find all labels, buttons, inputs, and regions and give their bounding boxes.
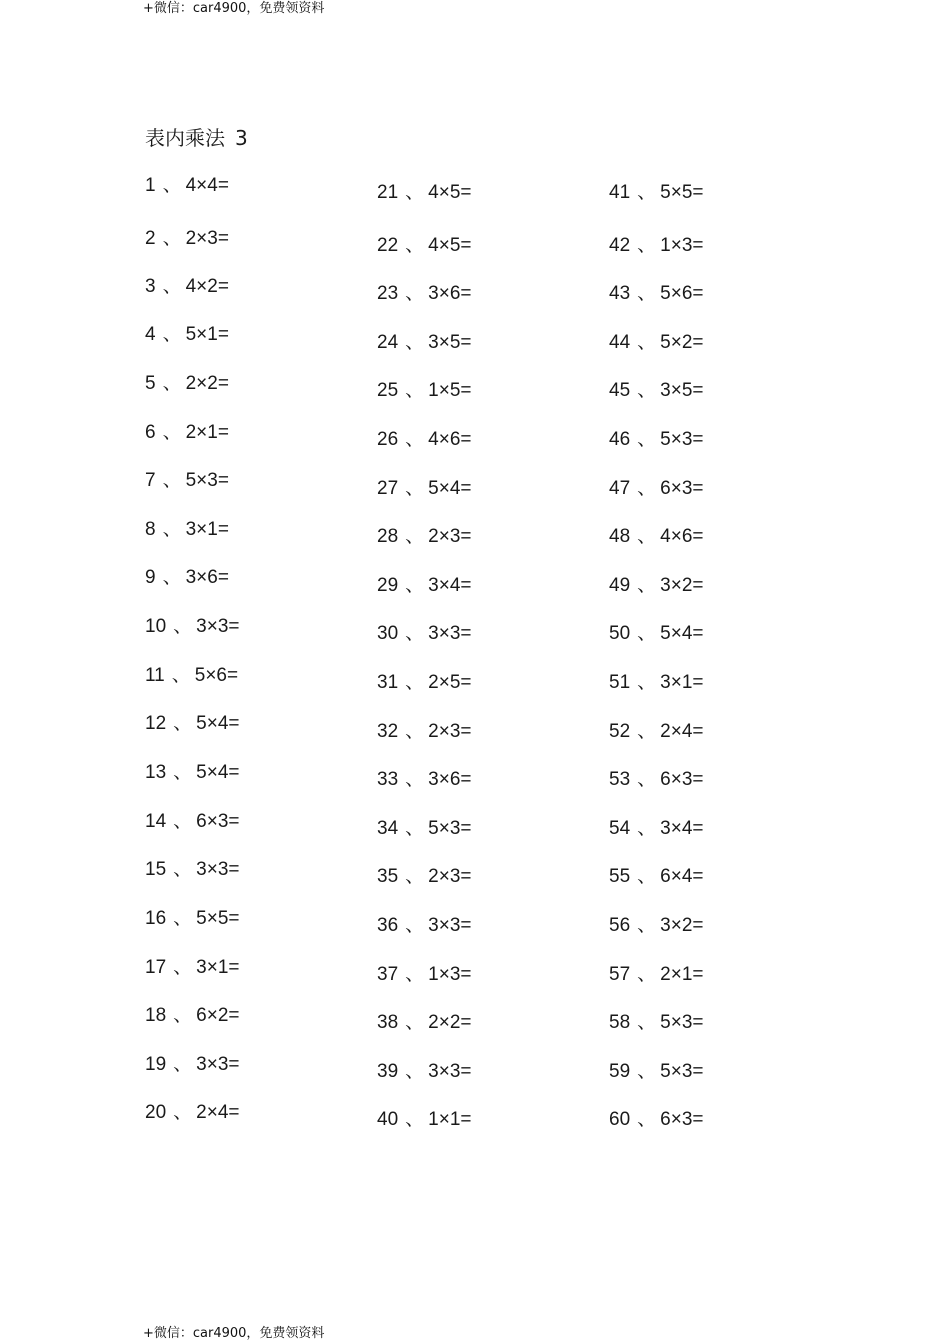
problem-expression: 6×3= (660, 769, 704, 790)
problem-number: 13 (145, 762, 167, 783)
problem-expression: 6×3= (196, 811, 240, 832)
problem-item (609, 181, 703, 205)
problem-separator: 、 (637, 235, 657, 256)
page-header: +微信：car4900，免费领资料 (143, 1, 325, 16)
problem-separator: 、 (637, 721, 657, 742)
problem-separator: 、 (405, 575, 425, 596)
problem-expression: 5×1= (185, 324, 229, 345)
problem-item (377, 525, 471, 549)
problem-number: 9 (145, 567, 156, 588)
problem-expression: 4×5= (428, 182, 472, 203)
problem-number: 56 (609, 915, 631, 936)
problem-item (377, 1060, 471, 1084)
problem-expression: 2×4= (660, 721, 704, 742)
problem-expression: 2×2= (185, 373, 229, 394)
problem-number: 25 (377, 380, 399, 401)
problem-item (145, 275, 229, 299)
problem-separator: 、 (637, 672, 657, 693)
problem-separator: 、 (637, 964, 657, 985)
problem-separator: 、 (405, 721, 425, 742)
problem-item (145, 1004, 239, 1028)
problem-number: 11 (145, 665, 165, 686)
problem-separator: 、 (405, 283, 425, 304)
problem-separator: 、 (162, 276, 182, 297)
problem-expression: 5×6= (660, 283, 704, 304)
problem-item (609, 1060, 703, 1084)
title-text: 表内乘法 (145, 126, 225, 150)
problem-number: 60 (609, 1109, 631, 1130)
problem-item (377, 234, 471, 258)
problem-number: 10 (145, 616, 167, 637)
problem-number: 5 (145, 373, 156, 394)
problem-item (145, 421, 229, 445)
problem-separator: 、 (405, 866, 425, 887)
problem-number: 33 (377, 769, 399, 790)
problem-separator: 、 (173, 859, 193, 880)
problem-expression: 3×6= (185, 567, 229, 588)
problem-number: 7 (145, 470, 156, 491)
problem-expression: 5×6= (194, 665, 239, 686)
problem-expression: 3×5= (660, 380, 704, 401)
problem-number: 44 (609, 332, 631, 353)
problem-number: 36 (377, 915, 399, 936)
problem-number: 59 (609, 1061, 631, 1082)
problem-number: 16 (145, 908, 167, 929)
problem-number: 47 (609, 478, 631, 499)
problem-number: 42 (609, 235, 631, 256)
problem-expression: 3×4= (660, 818, 704, 839)
problem-number: 38 (377, 1012, 399, 1033)
problem-expression: 2×5= (428, 672, 472, 693)
problem-item (377, 720, 471, 744)
problem-expression: 5×4= (196, 762, 240, 783)
problem-separator: 、 (405, 235, 425, 256)
problem-expression: 3×3= (428, 915, 472, 936)
problem-expression: 2×3= (428, 526, 472, 547)
problem-expression: 3×6= (428, 283, 472, 304)
problem-separator: 、 (637, 380, 657, 401)
problem-number: 55 (609, 866, 631, 887)
problem-separator: 、 (173, 713, 193, 734)
problem-item (609, 914, 703, 938)
problem-expression: 4×6= (428, 429, 472, 450)
problem-item (377, 282, 471, 306)
problem-number: 53 (609, 769, 631, 790)
problem-separator: 、 (405, 818, 425, 839)
problem-number: 14 (145, 811, 167, 832)
problem-number: 58 (609, 1012, 631, 1033)
problem-number: 24 (377, 332, 399, 353)
problem-separator: 、 (162, 324, 182, 345)
problem-number: 17 (145, 957, 167, 978)
problem-item (145, 566, 229, 590)
problem-item (609, 963, 703, 987)
problem-separator: 、 (405, 182, 425, 203)
problem-expression: 3×6= (428, 769, 472, 790)
problem-number: 35 (377, 866, 399, 887)
problem-expression: 3×4= (428, 575, 472, 596)
problem-number: 39 (377, 1061, 399, 1082)
problem-separator: 、 (162, 373, 182, 394)
problem-separator: 、 (405, 623, 425, 644)
problem-expression: 3×1= (196, 957, 240, 978)
problem-separator: 、 (405, 915, 425, 936)
problem-number: 37 (377, 964, 399, 985)
problem-number: 54 (609, 818, 631, 839)
problem-separator: 、 (637, 915, 657, 936)
problem-item (145, 907, 239, 931)
problem-number: 51 (609, 672, 631, 693)
problem-item (609, 282, 703, 306)
problem-separator: 、 (405, 380, 425, 401)
problem-item (377, 379, 471, 403)
problem-number: 26 (377, 429, 399, 450)
problem-number: 40 (377, 1109, 399, 1130)
problem-item (145, 1053, 239, 1077)
problem-number: 48 (609, 526, 631, 547)
problem-separator: 、 (405, 478, 425, 499)
problem-separator: 、 (162, 228, 182, 249)
problem-expression: 6×4= (660, 866, 704, 887)
problem-separator: 、 (405, 526, 425, 547)
problem-separator: 、 (637, 332, 657, 353)
problem-item (145, 174, 229, 198)
problem-expression: 3×2= (660, 575, 704, 596)
problem-number: 22 (377, 235, 399, 256)
problem-separator: 、 (173, 908, 193, 929)
problem-expression: 5×3= (660, 1012, 704, 1033)
problem-expression: 4×5= (428, 235, 472, 256)
problem-item (377, 574, 471, 598)
problem-item (377, 428, 471, 452)
problem-expression: 2×1= (185, 422, 229, 443)
problem-number: 23 (377, 283, 399, 304)
problem-expression: 5×5= (196, 908, 240, 929)
problem-separator: 、 (162, 470, 182, 491)
problem-item (145, 761, 239, 785)
problem-item (609, 574, 703, 598)
problem-number: 46 (609, 429, 631, 450)
problem-expression: 3×2= (660, 915, 704, 936)
problem-number: 20 (145, 1102, 167, 1123)
problem-expression: 3×3= (196, 1054, 240, 1075)
problem-expression: 1×5= (428, 380, 472, 401)
problem-separator: 、 (405, 429, 425, 450)
problem-separator: 、 (162, 422, 182, 443)
problem-separator: 、 (405, 1012, 425, 1033)
problem-separator: 、 (637, 1061, 657, 1082)
problem-separator: 、 (173, 762, 193, 783)
problem-expression: 4×4= (185, 175, 229, 196)
problem-expression: 3×3= (428, 623, 472, 644)
problem-number: 15 (145, 859, 167, 880)
problem-expression: 5×3= (660, 1061, 704, 1082)
problem-separator: 、 (173, 957, 193, 978)
problem-separator: 、 (162, 519, 182, 540)
problem-item (145, 810, 239, 834)
problem-expression: 5×3= (185, 470, 229, 491)
problem-separator: 、 (405, 769, 425, 790)
problem-item (377, 914, 471, 938)
problem-number: 52 (609, 721, 631, 742)
problem-item (609, 331, 703, 355)
problem-number: 19 (145, 1054, 167, 1075)
problem-number: 50 (609, 623, 631, 644)
problem-item (377, 1011, 471, 1035)
problem-separator: 、 (171, 665, 191, 686)
problem-expression: 5×4= (428, 478, 472, 499)
problem-number: 2 (145, 228, 156, 249)
page-footer: +微信：car4900，免费领资料 (143, 1326, 325, 1341)
problem-item (377, 477, 471, 501)
problem-expression: 3×1= (185, 519, 229, 540)
problem-separator: 、 (173, 1054, 193, 1075)
problem-separator: 、 (162, 175, 182, 196)
problem-separator: 、 (173, 1102, 193, 1123)
problem-separator: 、 (637, 1012, 657, 1033)
problem-separator: 、 (162, 567, 182, 588)
problem-expression: 1×3= (428, 964, 472, 985)
problem-separator: 、 (405, 1109, 425, 1130)
problem-item (145, 372, 229, 396)
problem-number: 3 (145, 276, 156, 297)
problem-separator: 、 (637, 818, 657, 839)
problem-separator: 、 (173, 616, 193, 637)
problem-item (377, 331, 471, 355)
problem-expression: 2×4= (196, 1102, 240, 1123)
problem-number: 8 (145, 519, 156, 540)
problem-separator: 、 (173, 1005, 193, 1026)
problem-item (377, 768, 471, 792)
problem-number: 27 (377, 478, 399, 499)
problem-separator: 、 (405, 964, 425, 985)
problem-number: 45 (609, 380, 631, 401)
problem-separator: 、 (637, 478, 657, 499)
problem-item (377, 181, 471, 205)
problem-separator: 、 (405, 672, 425, 693)
problem-number: 18 (145, 1005, 167, 1026)
problem-item (609, 768, 703, 792)
problem-item (377, 963, 471, 987)
problem-item (377, 671, 471, 695)
problem-number: 49 (609, 575, 631, 596)
problem-expression: 3×5= (428, 332, 472, 353)
problem-item (377, 622, 471, 646)
problem-item (145, 712, 239, 736)
problem-separator: 、 (637, 866, 657, 887)
problem-item (145, 227, 229, 251)
problem-expression: 5×2= (660, 332, 704, 353)
problem-item (609, 379, 703, 403)
problem-number: 30 (377, 623, 399, 644)
problem-separator: 、 (637, 283, 657, 304)
problem-item (145, 323, 229, 347)
title-number: 3 (235, 126, 248, 150)
problem-number: 41 (609, 182, 631, 203)
problem-item (145, 1101, 239, 1125)
problem-expression: 5×5= (660, 182, 704, 203)
problem-separator: 、 (637, 1109, 657, 1130)
problem-item (377, 817, 471, 841)
worksheet-title (145, 125, 248, 151)
problem-item (609, 428, 703, 452)
problem-separator: 、 (173, 811, 193, 832)
problem-expression: 5×4= (660, 623, 704, 644)
problem-item (609, 1108, 703, 1132)
problem-item (377, 1108, 471, 1132)
problem-number: 6 (145, 422, 156, 443)
problem-expression: 6×2= (196, 1005, 240, 1026)
problem-expression: 2×1= (660, 964, 704, 985)
problem-item (609, 525, 703, 549)
problem-expression: 2×3= (185, 228, 229, 249)
problem-number: 29 (377, 575, 399, 596)
problem-expression: 3×1= (660, 672, 704, 693)
problem-expression: 5×3= (428, 818, 472, 839)
problem-separator: 、 (637, 769, 657, 790)
problem-separator: 、 (637, 623, 657, 644)
problem-item (609, 234, 703, 258)
problem-number: 28 (377, 526, 399, 547)
problem-expression: 4×2= (185, 276, 229, 297)
problem-separator: 、 (637, 575, 657, 596)
problem-number: 57 (609, 964, 631, 985)
problem-separator: 、 (637, 429, 657, 450)
problem-expression: 3×3= (428, 1061, 472, 1082)
problem-expression: 4×6= (660, 526, 704, 547)
problem-number: 31 (377, 672, 399, 693)
problem-number: 43 (609, 283, 631, 304)
problem-expression: 5×4= (196, 713, 240, 734)
problem-number: 34 (377, 818, 399, 839)
problem-separator: 、 (637, 526, 657, 547)
problem-number: 1 (145, 175, 156, 196)
problem-item (609, 622, 703, 646)
problem-item (145, 664, 238, 688)
problem-expression: 6×3= (660, 1109, 704, 1130)
problem-item (377, 865, 471, 889)
problem-expression: 5×3= (660, 429, 704, 450)
problem-item (609, 865, 703, 889)
problem-separator: 、 (405, 1061, 425, 1082)
problem-expression: 2×3= (428, 721, 472, 742)
problem-expression: 2×3= (428, 866, 472, 887)
problem-item (609, 1011, 703, 1035)
problem-number: 4 (145, 324, 156, 345)
problem-item (609, 671, 703, 695)
problem-expression: 2×2= (428, 1012, 472, 1033)
problem-item (609, 817, 703, 841)
problem-item (145, 956, 239, 980)
problem-item (145, 469, 229, 493)
problem-expression: 1×1= (428, 1109, 472, 1130)
problem-expression: 6×3= (660, 478, 704, 499)
problem-expression: 1×3= (660, 235, 704, 256)
problem-number: 21 (377, 182, 399, 203)
problem-expression: 3×3= (196, 616, 240, 637)
problem-item (609, 477, 703, 501)
problem-expression: 3×3= (196, 859, 240, 880)
problem-item (609, 720, 703, 744)
problem-item (145, 858, 239, 882)
problem-separator: 、 (405, 332, 425, 353)
problem-separator: 、 (637, 182, 657, 203)
problem-item (145, 615, 239, 639)
problem-number: 12 (145, 713, 167, 734)
problem-item (145, 518, 229, 542)
problem-number: 32 (377, 721, 399, 742)
